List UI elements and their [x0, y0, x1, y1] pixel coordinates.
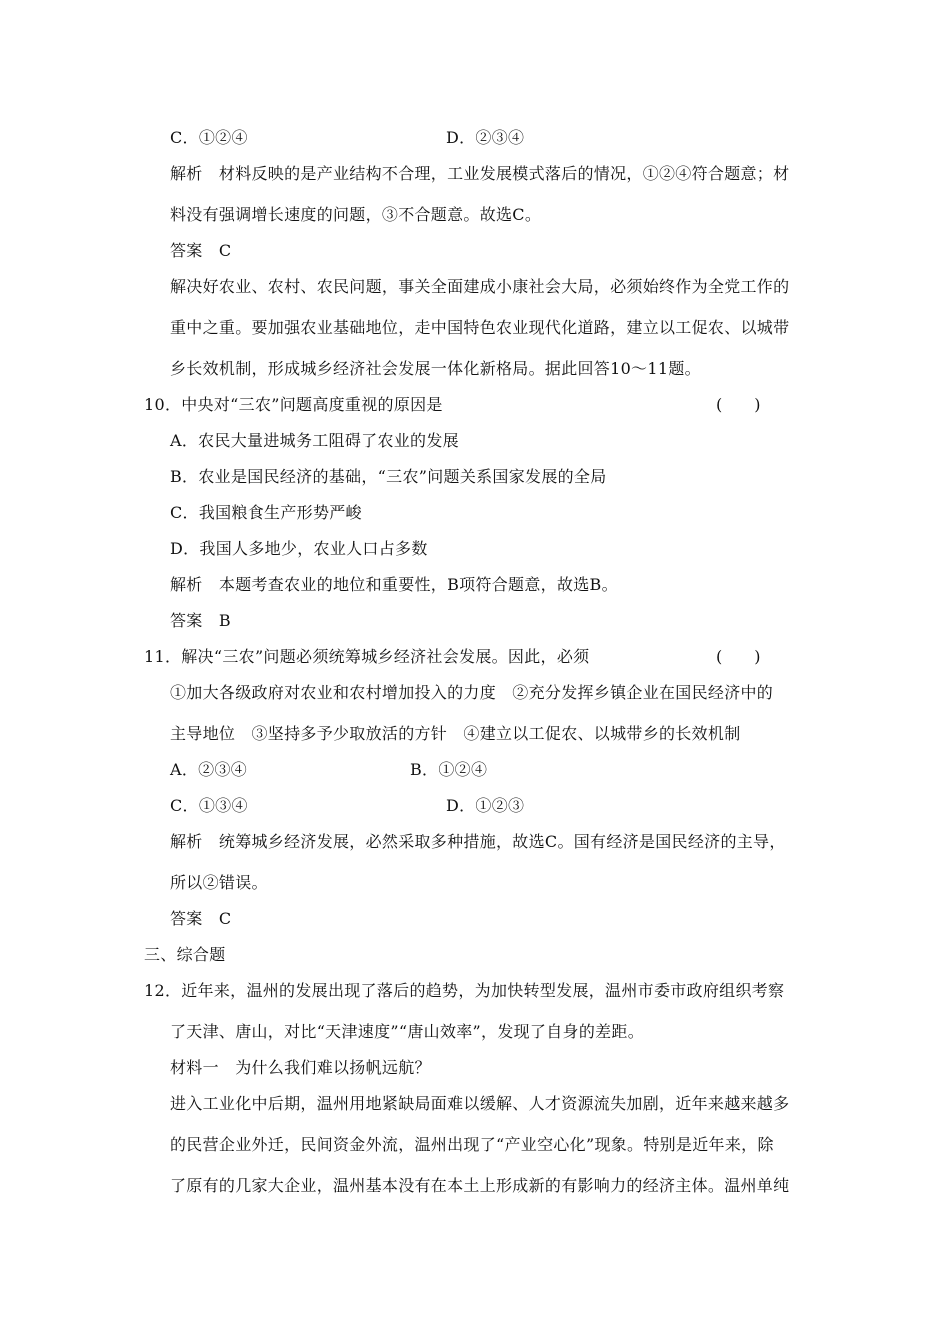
q11-answer: 答案 C [170, 909, 232, 928]
q11-analysis-line-2: 所以②错误。 [170, 873, 268, 892]
q10-answer-blank: ( ) [716, 395, 761, 414]
q10-stem: 10．中央对“三农”问题高度重视的原因是 [144, 395, 443, 414]
q11-option-a: A．②③④ [170, 760, 248, 779]
q11-option-d: D．①②③ [446, 796, 525, 815]
section-heading: 三、综合题 [144, 945, 226, 964]
q10-option-b: B．农业是国民经济的基础，“三农”问题关系国家发展的全局 [170, 467, 607, 486]
q11-items-line-1: ①加大各级政府对农业和农村增加投入的力度 ②充分发挥乡镇企业在国民经济中的 [170, 683, 774, 702]
q10-option-d: D．我国人多地少，农业人口占多数 [170, 539, 428, 558]
material-1-title: 材料一 为什么我们难以扬帆远航？ [170, 1058, 431, 1077]
intro-line-1: 解决好农业、农村、农民问题，事关全面建成小康社会大局，必须始终作为全党工作的 [170, 277, 790, 296]
q12-stem-line-1: 12．近年来，温州的发展出现了落后的趋势，为加快转型发展，温州市委市政府组织考察 [144, 981, 785, 1000]
q9-option-c: C．①②④ [170, 128, 248, 147]
q11-stem: 11．解决“三农”问题必须统筹城乡经济社会发展。因此，必须 [144, 647, 590, 666]
q11-items-line-2: 主导地位 ③坚持多予少取放活的方针 ④建立以工促农、以城带乡的长效机制 [170, 724, 741, 743]
q9-option-d: D．②③④ [446, 128, 525, 147]
q11-analysis-line-1: 解析 统筹城乡经济发展，必然采取多种措施，故选C。国有经济是国民经济的主导， [170, 832, 786, 851]
q10-option-a: A．农民大量进城务工阻碍了农业的发展 [170, 431, 459, 450]
q12-stem-line-2: 了天津、唐山，对比“天津速度”“唐山效率”，发现了自身的差距。 [170, 1022, 645, 1041]
q9-analysis-line-1: 解析 材料反映的是产业结构不合理，工业发展模式落后的情况，①②④符合题意；材 [170, 164, 790, 183]
q10-answer: 答案 B [170, 611, 231, 630]
q11-answer-blank: ( ) [716, 647, 761, 666]
intro-line-2: 重中之重。要加强农业基础地位，走中国特色农业现代化道路，建立以工促农、以城带 [170, 318, 790, 337]
material-1-line-1: 进入工业化中后期，温州用地紧缺局面难以缓解、人才资源流失加剧，近年来越来越多 [170, 1094, 790, 1113]
q11-option-b: B．①②④ [410, 760, 488, 779]
q9-answer: 答案 C [170, 241, 232, 260]
material-1-line-3: 了原有的几家大企业，温州基本没有在本土上形成新的有影响力的经济主体。温州单纯 [170, 1176, 790, 1195]
q10-analysis: 解析 本题考查农业的地位和重要性，B项符合题意，故选B。 [170, 575, 618, 594]
q10-option-c: C．我国粮食生产形势严峻 [170, 503, 362, 522]
intro-line-3: 乡长效机制，形成城乡经济社会发展一体化新格局。据此回答10～11题。 [170, 359, 701, 378]
material-1-line-2: 的民营企业外迁，民间资金外流，温州出现了“产业空心化”现象。特别是近年来，除 [170, 1135, 774, 1154]
q9-analysis-line-2: 料没有强调增长速度的问题，③不合题意。故选C。 [170, 205, 542, 224]
q11-option-c: C．①③④ [170, 796, 248, 815]
